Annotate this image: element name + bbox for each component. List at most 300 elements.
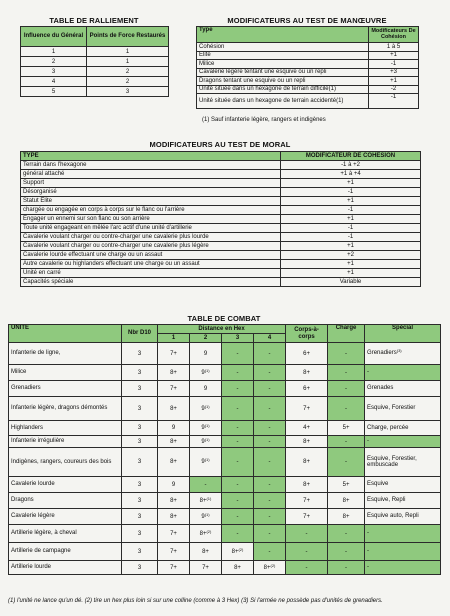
maneuver-cell: Cohésion — [197, 43, 369, 52]
combat-charge-cell-text: 8+ — [342, 497, 350, 504]
rally-cell: 2 — [87, 77, 169, 87]
combat-distance-cell-text: - — [236, 369, 239, 376]
maneuver-note: (1) Sauf infanterie légère, rangers et indigènes — [202, 117, 326, 123]
combat-distance-cell-text: 9 — [171, 481, 176, 488]
combat-distance-cell — [190, 561, 222, 575]
combat-distance-cell — [190, 397, 222, 421]
combat-distance-cell-text: - — [268, 405, 271, 412]
combat-melee-cell — [286, 543, 328, 561]
combat-nbr-cell — [122, 397, 158, 421]
combat-unit-cell — [9, 448, 122, 477]
combat-nbr-cell — [122, 448, 158, 477]
maneuver-cell: Milice — [197, 60, 369, 69]
combat-distance-cell — [190, 493, 222, 509]
combat-nbr-cell-text: 3 — [137, 438, 142, 445]
maneuver-cell: Cavalerie légère tentant une esquive ou un repli — [197, 68, 369, 77]
morale-header-type: TYPE — [21, 152, 281, 161]
combat-melee-cell-text: 8+ — [303, 369, 310, 376]
rally-cell: 2 — [21, 57, 87, 67]
combat-charge-cell — [328, 543, 365, 561]
combat-charge-cell — [328, 421, 365, 436]
morale-cell: -1 — [281, 206, 421, 215]
combat-row — [9, 397, 441, 421]
morale-cell: Capacités spéciale — [21, 278, 281, 287]
combat-melee-cell — [286, 509, 328, 525]
combat-nbr-cell-text: 3 — [137, 459, 142, 465]
combat-charge-cell-text: - — [345, 369, 348, 376]
morale-cell: Toute unité engageant en mêlée l'arc actif d'une unité d'artillerie — [21, 224, 281, 233]
footnote-marker: (2) — [270, 562, 276, 568]
combat-distance-cell — [158, 509, 190, 525]
combat-charge-cell-text: 5+ — [342, 425, 350, 431]
combat-charge-cell-text: - — [345, 350, 348, 357]
combat-nbr-cell — [122, 365, 158, 381]
combat-distance-cell-text: - — [236, 513, 239, 520]
maneuver-cell: 1 à 5 — [369, 43, 419, 52]
combat-distance-cell-text: 8+ — [199, 497, 207, 504]
combat-distance-cell-text: - — [236, 497, 239, 504]
combat-melee-cell — [286, 561, 328, 575]
combat-special-cell — [365, 525, 441, 543]
combat-special-cell-text: - — [367, 369, 370, 376]
combat-charge-cell-text: - — [345, 564, 348, 571]
combat-melee-cell-text: 7+ — [303, 497, 310, 504]
combat-unit-cell — [9, 543, 122, 561]
morale-cell: +1 — [281, 179, 421, 188]
combat-special-cell — [365, 543, 441, 561]
rally-cell: 4 — [21, 77, 87, 87]
combat-header-distance: Distance en Hex — [158, 325, 286, 334]
footnote-marker: (1) — [204, 423, 210, 428]
morale-cell: -1 à +2 — [281, 161, 421, 170]
combat-row — [9, 448, 441, 477]
combat-distance-cell — [158, 493, 190, 509]
combat-distance-cell — [222, 421, 254, 436]
combat-unit-cell — [9, 525, 122, 543]
combat-special-cell — [365, 397, 441, 421]
morale-cell: -1 — [281, 224, 421, 233]
combat-distance-cell-text: 8+ — [263, 564, 271, 571]
combat-unit-cell-text: Highlanders — [11, 424, 44, 431]
combat-distance-cell-text: - — [268, 459, 271, 465]
combat-unit-cell — [9, 493, 122, 509]
maneuver-cell: -1 — [369, 94, 419, 109]
combat-distance-cell — [190, 381, 222, 397]
rally-title: TABLE DE RALLIEMENT — [49, 16, 139, 25]
combat-header-d2: 2 — [190, 334, 222, 343]
combat-distance-cell-text: - — [268, 385, 271, 392]
combat-nbr-cell — [122, 421, 158, 436]
footnote-marker: (1) — [206, 495, 212, 501]
combat-special-cell — [365, 493, 441, 509]
combat-unit-cell-text: Infanterie légère, dragons démontés — [11, 405, 108, 412]
combat-distance-cell — [254, 477, 286, 493]
combat-title: TABLE DE COMBAT — [187, 314, 261, 323]
combat-distance-cell — [254, 561, 286, 575]
footnote-marker: (1) — [204, 367, 210, 373]
combat-charge-cell — [328, 365, 365, 381]
combat-distance-cell — [254, 436, 286, 448]
combat-row — [9, 381, 441, 397]
combat-charge-cell — [328, 509, 365, 525]
combat-special-cell-text: Grenadiers — [367, 350, 397, 357]
combat-distance-cell-text: - — [268, 548, 271, 555]
combat-distance-cell-text: - — [268, 497, 271, 504]
combat-unit-cell — [9, 561, 122, 575]
footnote-marker: (3) — [396, 348, 402, 354]
combat-special-cell — [365, 421, 441, 436]
combat-unit-cell-text: Infanterie de ligne, — [11, 350, 61, 357]
combat-distance-cell — [158, 543, 190, 561]
combat-unit-cell — [9, 397, 122, 421]
combat-distance-cell-text: 8+ — [234, 564, 241, 571]
combat-special-cell — [365, 436, 441, 448]
combat-distance-cell-text: - — [236, 459, 239, 465]
combat-unit-cell-text: Cavalerie lourde — [11, 481, 55, 488]
combat-nbr-cell-text: 3 — [137, 405, 142, 412]
maneuver-cell: Unité située dans un hexagone de terrain difficile(1) — [197, 85, 369, 94]
combat-distance-cell — [254, 381, 286, 397]
combat-nbr-cell — [122, 381, 158, 397]
combat-header-unit: UNITE — [9, 325, 122, 343]
combat-charge-cell — [328, 561, 365, 575]
combat-distance-cell-text: 8+ — [170, 513, 177, 520]
combat-distance-cell-text: - — [236, 405, 239, 412]
morale-cell: Unité en carré — [21, 269, 281, 278]
maneuver-cell: -1 — [369, 60, 419, 69]
combat-melee-cell-text: - — [305, 530, 308, 537]
footnote-marker: (2) — [238, 546, 244, 552]
combat-distance-cell-text: - — [236, 350, 239, 357]
combat-header-special: Spécial — [365, 325, 441, 343]
combat-unit-cell-text: Artillerie légère, à cheval — [11, 530, 77, 537]
combat-nbr-cell — [122, 525, 158, 543]
combat-distance-cell-text: 9 — [201, 425, 205, 431]
combat-table — [8, 324, 441, 575]
combat-unit-cell-text: Artillerie lourde — [11, 564, 52, 571]
rally-header-influence: Influence du Général — [21, 27, 87, 47]
combat-nbr-cell — [122, 436, 158, 448]
maneuver-cell: +1 — [369, 51, 419, 60]
combat-special-cell — [365, 365, 441, 381]
combat-charge-cell — [328, 477, 365, 493]
combat-nbr-cell-text: 3 — [137, 385, 142, 392]
combat-special-cell — [365, 509, 441, 525]
combat-melee-cell-text: - — [305, 564, 308, 571]
combat-charge-cell — [328, 493, 365, 509]
combat-nbr-cell-text: 3 — [137, 564, 142, 571]
combat-special-cell-text: - — [367, 438, 370, 445]
maneuver-cell: +1 — [369, 77, 419, 86]
morale-cell: Autre cavalerie ou highlanders effectuant une charge ou un assaut — [21, 260, 281, 269]
combat-special-cell — [365, 343, 441, 365]
morale-cell: +1 — [281, 215, 421, 224]
combat-melee-cell — [286, 397, 328, 421]
combat-distance-cell — [158, 397, 190, 421]
combat-nbr-cell — [122, 509, 158, 525]
combat-melee-cell-text: 7+ — [303, 405, 310, 412]
combat-distance-cell-text: - — [236, 530, 239, 537]
rally-cell: 5 — [21, 87, 87, 97]
combat-distance-cell-text: 9 — [203, 385, 208, 392]
combat-distance-cell-text: 8+ — [170, 369, 177, 376]
combat-unit-cell — [9, 477, 122, 493]
combat-distance-cell — [222, 477, 254, 493]
combat-distance-cell — [190, 509, 222, 525]
morale-cell: -1 — [281, 233, 421, 242]
combat-charge-cell-text: 8+ — [342, 513, 350, 520]
morale-cell: Engager un ennemi sur son flanc ou son arrière — [21, 215, 281, 224]
combat-distance-cell — [190, 448, 222, 477]
combat-nbr-cell — [122, 493, 158, 509]
combat-row — [9, 365, 441, 381]
combat-nbr-cell-text: 3 — [137, 548, 142, 555]
combat-nbr-cell — [122, 543, 158, 561]
combat-header-melee: Corps-à-corps — [286, 325, 328, 343]
combat-charge-cell — [328, 381, 365, 397]
combat-unit-cell — [9, 365, 122, 381]
combat-distance-cell — [158, 448, 190, 477]
rally-cell: 1 — [87, 47, 169, 57]
combat-nbr-cell-text: 3 — [137, 513, 142, 520]
combat-distance-cell-text: - — [268, 425, 271, 431]
maneuver-cell: Elite — [197, 51, 369, 60]
combat-distance-cell — [254, 343, 286, 365]
combat-distance-cell — [254, 509, 286, 525]
combat-special-cell-text: Esquive, Forestier — [367, 405, 416, 412]
combat-unit-cell — [9, 436, 122, 448]
morale-table — [20, 151, 421, 287]
maneuver-header-mod: Modificateurs De Cohésion — [369, 27, 419, 43]
combat-distance-cell-text: 7+ — [170, 350, 177, 357]
combat-special-cell-text: - — [367, 548, 370, 555]
morale-cell: général attaché — [21, 170, 281, 179]
combat-nbr-cell-text: 3 — [137, 350, 142, 357]
combat-distance-cell-text: 7+ — [170, 564, 177, 571]
morale-cell: Variable — [281, 278, 421, 287]
combat-special-cell-text: - — [367, 564, 370, 571]
rally-cell: 1 — [87, 57, 169, 67]
combat-nbr-cell-text: 3 — [137, 425, 142, 431]
morale-cell: chargée ou engagée en corps à corps sur le flanc ou l'arrière — [21, 206, 281, 215]
combat-unit-cell-text: Artillerie de campagne — [11, 548, 71, 555]
morale-cell: Cavalerie voulant charger ou contre-charger une cavalerie plus lourde — [21, 233, 281, 242]
combat-row — [9, 436, 441, 448]
footnote-marker: (1) — [204, 436, 210, 442]
combat-distance-cell — [222, 543, 254, 561]
combat-distance-cell-text: 8+ — [231, 548, 239, 555]
combat-melee-cell — [286, 493, 328, 509]
combat-special-cell — [365, 561, 441, 575]
combat-distance-cell-text: - — [236, 438, 239, 445]
combat-distance-cell-text: - — [268, 369, 271, 376]
maneuver-table — [196, 26, 419, 109]
rally-cell: 1 — [21, 47, 87, 57]
morale-title: MODIFICATEURS AU TEST DE MORAL — [149, 140, 291, 149]
combat-distance-cell — [222, 397, 254, 421]
morale-header-mod: MODIFICATEUR DE COHESION — [281, 152, 421, 161]
combat-melee-cell — [286, 436, 328, 448]
combat-special-cell — [365, 477, 441, 493]
combat-distance-cell-text: - — [268, 438, 271, 445]
morale-cell: Statut Elite — [21, 197, 281, 206]
combat-charge-cell — [328, 448, 365, 477]
combat-distance-cell-text: 9 — [171, 425, 176, 431]
combat-melee-cell — [286, 421, 328, 436]
combat-distance-cell-text: - — [236, 385, 239, 392]
combat-distance-cell — [190, 543, 222, 561]
morale-cell: Cavalerie voulant charger ou contre-charger une cavalerie plus légère — [21, 242, 281, 251]
combat-distance-cell — [158, 477, 190, 493]
combat-distance-cell-text: - — [236, 481, 239, 488]
combat-row — [9, 561, 441, 575]
rally-header-points: Points de Force Restaurés — [87, 27, 169, 47]
combat-header-d1: 1 — [158, 334, 190, 343]
combat-distance-cell-text: 9 — [203, 350, 208, 357]
combat-row — [9, 525, 441, 543]
combat-distance-cell — [222, 436, 254, 448]
combat-distance-cell-text: 8+ — [199, 530, 207, 537]
combat-nbr-cell-text: 3 — [137, 481, 142, 488]
combat-distance-cell — [222, 381, 254, 397]
combat-melee-cell-text: - — [305, 548, 308, 555]
combat-header-d3: 3 — [222, 334, 254, 343]
combat-melee-cell-text: 8+ — [303, 459, 310, 465]
combat-distance-cell-text: - — [204, 481, 207, 488]
combat-distance-cell-text: - — [236, 425, 239, 431]
combat-charge-cell-text: - — [345, 459, 348, 465]
combat-melee-cell-text: 4+ — [303, 425, 310, 431]
morale-cell: +1 — [281, 242, 421, 251]
combat-distance-cell — [190, 477, 222, 493]
combat-unit-cell — [9, 509, 122, 525]
combat-distance-cell — [158, 421, 190, 436]
combat-charge-cell — [328, 525, 365, 543]
maneuver-cell: +3 — [369, 68, 419, 77]
footnote-marker: (1) — [204, 511, 210, 517]
combat-distance-cell-text: 8+ — [170, 497, 177, 504]
combat-footnote: (1) l'unité ne lance qu'un dé. (2) tire un hex plus loin si sur une colline (comme à 3 Hex) (3) Si l'armée ne possède pas d'unités de grenadiers. — [8, 598, 383, 604]
morale-cell: Cavalerie lourde effectuant une charge ou un assaut — [21, 251, 281, 260]
combat-distance-cell — [158, 365, 190, 381]
combat-charge-cell — [328, 436, 365, 448]
combat-distance-cell-text: 8+ — [170, 438, 177, 445]
maneuver-cell: Unité située dans un hexagone de terrain accidenté(1) — [197, 94, 369, 109]
combat-melee-cell — [286, 343, 328, 365]
combat-special-cell-text: Esquive, Repli — [367, 497, 406, 504]
combat-distance-cell — [254, 448, 286, 477]
combat-charge-cell-text: - — [345, 530, 348, 537]
combat-unit-cell-text: Milice — [11, 369, 27, 376]
combat-distance-cell — [190, 525, 222, 543]
combat-distance-cell — [190, 365, 222, 381]
combat-melee-cell — [286, 381, 328, 397]
combat-row — [9, 509, 441, 525]
combat-special-cell-text: - — [367, 530, 370, 537]
combat-distance-cell — [222, 365, 254, 381]
combat-distance-cell-text: 7+ — [170, 530, 177, 537]
footnote-marker: (1) — [204, 457, 210, 462]
combat-melee-cell — [286, 448, 328, 477]
combat-unit-cell-text: Indigènes, rangers, coureurs des bois — [11, 458, 112, 465]
combat-distance-cell-text: 9 — [201, 459, 205, 465]
combat-distance-cell — [222, 561, 254, 575]
combat-distance-cell — [222, 509, 254, 525]
combat-distance-cell-text: - — [268, 481, 271, 488]
maneuver-title: MODIFICATEURS AU TEST DE MANŒUVRE — [227, 16, 387, 25]
combat-unit-cell — [9, 421, 122, 436]
combat-melee-cell-text: 7+ — [303, 513, 310, 520]
morale-cell: +1 — [281, 260, 421, 269]
combat-nbr-cell-text: 3 — [137, 369, 142, 376]
combat-nbr-cell — [122, 561, 158, 575]
combat-melee-cell-text: 6+ — [303, 385, 310, 392]
combat-special-cell-text: Esquive, Forestier, embuscade — [367, 455, 417, 468]
combat-unit-cell-text: Grenadiers — [11, 385, 41, 392]
combat-special-cell-text: Esquive auto, Repli — [367, 513, 419, 520]
combat-distance-cell-text: 8+ — [202, 548, 209, 555]
maneuver-cell: Dragons tentant une esquive ou un repli — [197, 77, 369, 86]
footnote-marker: (1) — [204, 403, 210, 409]
combat-distance-cell — [190, 436, 222, 448]
morale-cell: +1 — [281, 269, 421, 278]
combat-special-cell-text: Esquive — [367, 481, 389, 488]
combat-charge-cell-text: 5+ — [342, 481, 350, 488]
combat-distance-cell-text: - — [268, 530, 271, 537]
combat-header-charge: Charge — [328, 325, 365, 343]
combat-distance-cell — [158, 561, 190, 575]
combat-distance-cell — [190, 421, 222, 436]
combat-special-cell — [365, 381, 441, 397]
morale-cell: Terrain dans l'hexagone — [21, 161, 281, 170]
combat-distance-cell — [254, 543, 286, 561]
combat-distance-cell — [254, 493, 286, 509]
combat-row — [9, 343, 441, 365]
maneuver-cell: -2 — [369, 85, 419, 94]
morale-cell: -1 — [281, 188, 421, 197]
maneuver-header-type: Type — [197, 27, 369, 43]
combat-distance-cell — [158, 381, 190, 397]
combat-charge-cell-text: - — [345, 405, 348, 412]
combat-nbr-cell — [122, 343, 158, 365]
combat-unit-cell-text: Dragons — [11, 497, 34, 504]
morale-cell: Désorganisé — [21, 188, 281, 197]
combat-distance-cell — [254, 397, 286, 421]
combat-distance-cell-text: 9 — [201, 513, 205, 520]
combat-special-cell-text: Charge, percée — [367, 424, 409, 431]
combat-distance-cell — [158, 525, 190, 543]
combat-charge-cell-text: - — [345, 438, 348, 445]
combat-distance-cell — [222, 525, 254, 543]
morale-cell: +1 à +4 — [281, 170, 421, 179]
combat-row — [9, 477, 441, 493]
combat-distance-cell-text: 8+ — [170, 459, 177, 465]
combat-charge-cell-text: - — [345, 548, 348, 555]
combat-distance-cell — [158, 436, 190, 448]
combat-special-cell-text: Grenades — [367, 385, 394, 392]
combat-melee-cell — [286, 525, 328, 543]
combat-distance-cell — [254, 365, 286, 381]
combat-charge-cell-text: - — [345, 385, 348, 392]
combat-unit-cell — [9, 381, 122, 397]
combat-melee-cell-text: 8+ — [303, 438, 310, 445]
combat-header-d4: 4 — [254, 334, 286, 343]
combat-distance-cell — [222, 343, 254, 365]
combat-distance-cell-text: 9 — [201, 369, 205, 376]
combat-distance-cell — [190, 343, 222, 365]
combat-nbr-cell-text: 3 — [137, 530, 142, 537]
combat-distance-cell — [254, 525, 286, 543]
